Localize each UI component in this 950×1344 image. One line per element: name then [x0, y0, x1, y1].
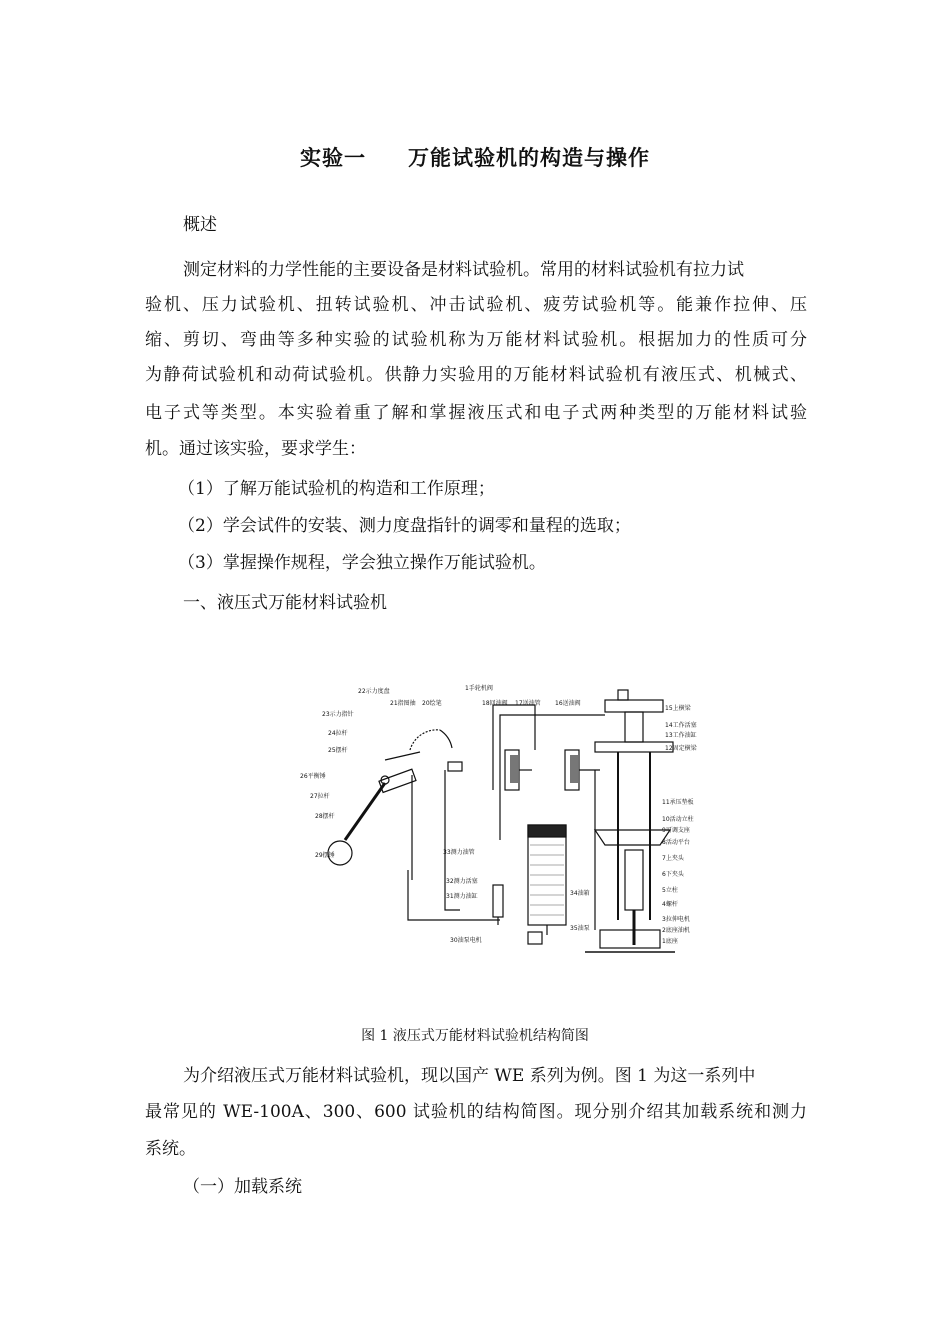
page-title [0, 142, 950, 172]
label-32: 32测力活塞 [446, 878, 478, 885]
label-25: 25摆杆 [328, 747, 348, 754]
label-35: 35油泵 [570, 925, 590, 932]
specimen-grips [625, 850, 643, 910]
label-12: 12固定横梁 [665, 745, 697, 752]
para1-line-6: 机。通过该实验，要求学生： [145, 439, 366, 459]
label-6: 6下夹头 [662, 871, 684, 878]
label-20: 20绘笔 [422, 700, 442, 707]
moving-platform [595, 830, 670, 845]
oil-pipe-mid [445, 770, 460, 910]
label-23: 23示力指针 [322, 711, 354, 718]
label-28: 28摆杆 [315, 813, 335, 820]
label-21: 21指图抽 [390, 700, 416, 707]
label-4: 4螺杆 [662, 901, 678, 908]
label-11: 11承压垫板 [662, 799, 694, 806]
para2-line-1: 为介绍液压式万能材料试验机，现以国产 WE 系列为例。图 1 为这一系列中 [183, 1066, 756, 1086]
para1-line-3: 缩、剪切、弯曲等多种实验的试验机称为万能材料试验机。根据加力的性质可分 [145, 330, 807, 350]
para2-line-2: 最常见的 WE-100A、300、600 试验机的结构简图。现分别介绍其加载系统和测力 [145, 1102, 807, 1122]
label-5: 5立柱 [662, 887, 678, 894]
label-3: 3拉伸电机 [662, 916, 690, 923]
objective-1: （1）了解万能试验机的构造和工作原理； [178, 479, 495, 499]
objective-2: （2）学会试件的安装、测力度盘指针的调零和量程的选取； [178, 516, 631, 536]
label-22: 22示力度盘 [358, 688, 390, 695]
label-14: 14工作活塞 [665, 722, 697, 729]
upper-crossbeam [605, 700, 663, 712]
para1-line-4: 为静荷试验机和动荷试验机。供静力实验用的万能材料试验机有液压式、机械式、 [145, 365, 807, 385]
label-10: 10活动立柱 [662, 816, 694, 823]
label-26: 26平衡锤 [300, 773, 326, 780]
para1-line-5: 电子式等类型。本实验着重了解和掌握液压式和电子式两种类型的万能材料试验 [145, 403, 807, 423]
label-33: 33测力油管 [443, 849, 475, 856]
label-31: 31测力油缸 [446, 893, 478, 900]
fixed-crossbeam [595, 742, 673, 752]
para1-line-1: 测定材料的力学性能的主要设备是材料试验机。常用的材料试验机有拉力试 [183, 260, 744, 280]
label-34: 34油箱 [570, 890, 590, 897]
label-13: 13工作油缸 [665, 732, 697, 739]
dial-arc [440, 730, 452, 748]
label-17: 17送油管 [515, 700, 541, 707]
measuring-cylinder [493, 885, 503, 917]
dial-scale [410, 730, 440, 750]
para1-line-2: 验机、压力试验机、扭转试验机、冲击试验机、疲劳试验机等。能兼作拉伸、压 [145, 295, 807, 315]
label-24: 24拉杆 [328, 730, 348, 737]
label-16: 16送油阀 [555, 700, 581, 707]
title-part-1: 实验一 [300, 146, 366, 170]
label-1-base: 1底座 [662, 938, 678, 945]
base [600, 930, 660, 948]
machine-diagram-svg [300, 680, 697, 970]
pump-motor [528, 932, 542, 944]
label-8: 8活动平台 [662, 839, 690, 846]
label-15: 15上横梁 [665, 705, 691, 712]
label-18: 18回油阀 [482, 700, 508, 707]
machine-diagram [300, 680, 697, 970]
title-part-2: 万能试验机的构造与操作 [408, 146, 650, 170]
para2-line-3: 系统。 [145, 1139, 196, 1159]
label-1-handwheel: 1手轮机阀 [465, 685, 493, 692]
pendulum-lever [379, 769, 416, 792]
pendulum-rod [345, 783, 385, 840]
label-30: 30油泵电机 [450, 937, 482, 944]
label-29: 29摆锤 [315, 852, 335, 859]
label-2: 2底座油机 [662, 927, 690, 934]
figure-caption: 图 1 液压式万能材料试验机结构简图 [361, 1028, 589, 1044]
pointer-arm [385, 752, 420, 760]
label-27: 27拉杆 [310, 793, 330, 800]
overview-heading: 概述 [183, 215, 217, 235]
objective-3: （3）掌握操作规程，学会独立操作万能试验机。 [178, 553, 546, 573]
label-9: 9可调支座 [662, 827, 690, 834]
work-cylinder [625, 712, 643, 742]
valve-box [448, 762, 462, 771]
section-1-heading: 一、液压式万能材料试验机 [183, 593, 387, 613]
label-7: 7上夹头 [662, 855, 684, 862]
subsection-1-heading: （一）加载系统 [183, 1177, 302, 1197]
